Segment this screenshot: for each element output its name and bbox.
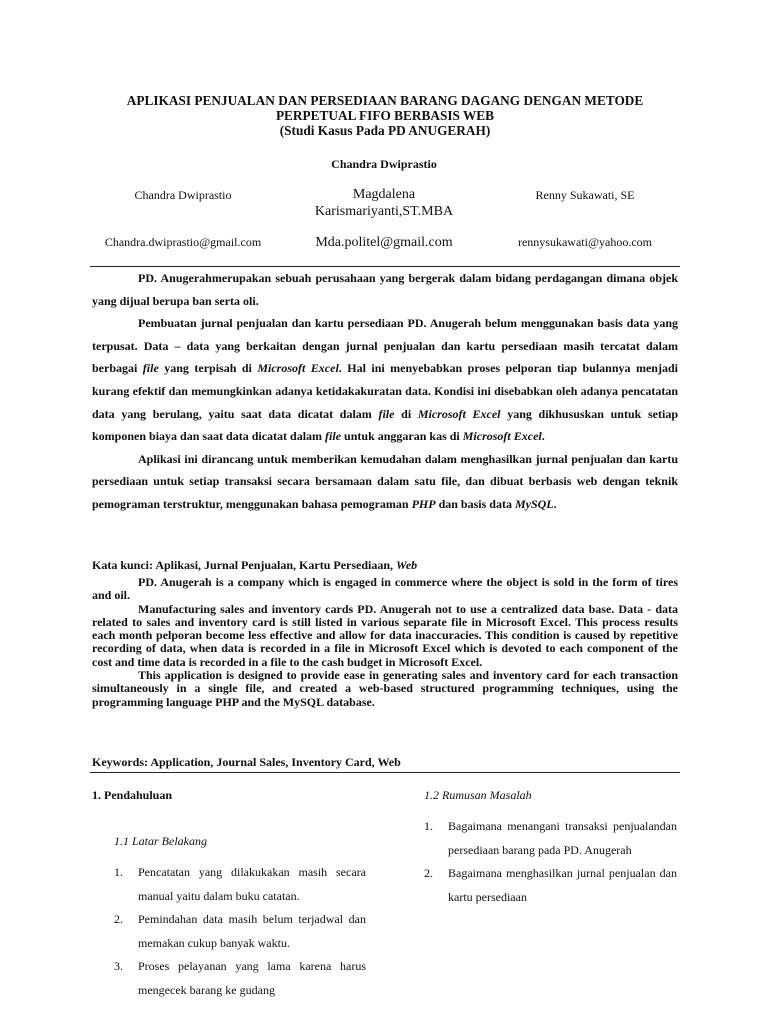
author-1-name: Chandra Dwiprastio <box>134 188 232 202</box>
italic-file: file <box>142 361 159 376</box>
author-3-name: Renny Sukawati, SE <box>535 188 635 202</box>
list-item <box>114 908 366 955</box>
latar-belakang-list <box>114 861 366 1002</box>
keywords-id-label: Kata kunci: Aplikasi, Jurnal Penjualan, Kartu Persediaan, <box>92 558 397 572</box>
abstract-id-p1: PD. Anugerahmerupakan sebuah perusahaan yang bergerak dalam bidang perdagangan dimana objek yang dijual berupa ban serta oli. <box>92 271 678 308</box>
list-number: 2. <box>114 912 123 926</box>
author-2-name-line2: Karismariyanti,ST.MBA <box>314 204 454 219</box>
abstract-indonesian <box>92 267 678 516</box>
author-2-name-line1: Magdalena <box>352 187 416 202</box>
abstract-id-p3-text: Aplikasi ini dirancang untuk memberikan kemudahan dalam menghasilkan jurnal penjualan dan kartu persediaan untuk setiap transaksi secara bersamaan dalam satu file, dan dibuat berbasis web dengan teknik pemograman terstruktur, menggunakan bahasa pemograman <box>92 451 678 511</box>
abstract-id-p2 <box>92 312 678 448</box>
abstract-id-p3 <box>92 448 678 516</box>
abstract-id-p2-text: . <box>541 429 545 444</box>
abstract-id-p3-text: . <box>553 496 557 511</box>
abstract-english <box>92 576 678 709</box>
subsection-rumusan-masalah: 1.2 Rumusan Masalah <box>424 788 532 802</box>
list-number: 1. <box>114 865 123 879</box>
paper-title <box>90 93 680 138</box>
author-2-email: Mda.politel@gmail.com <box>315 235 453 250</box>
section-heading-pendahuluan: 1. Pendahuluan <box>92 788 173 802</box>
list-text: Pencatatan yang dilakukakan masih secara manual yaitu dalam buku catatan. <box>138 865 366 903</box>
abstract-id-p2-text: . Hal ini menyebabkan proses pelporan tiap bulannya menjadi kurang efektif dan memungkinkan adanya ketidakakuratan data. Kondisi ini disebabkan oleh adanya pencatatan data yang berulang, yaitu saat data dicatat dalam <box>92 361 678 421</box>
list-text: Pemindahan data masih belum terjadwal dan memakan cukup banyak waktu. <box>138 912 366 950</box>
title-line-2: PERPETUAL FIFO BERBASIS WEB <box>275 108 495 123</box>
abstract-en-p2: Manufacturing sales and inventory cards PD. Anugerah not to use a centralized data base. Data - data related to sales and inventory card is still listed in various separate file in Microsoft Excel. This process results each month pelporan become less effective and allow for data inaccuracies. This condition is caused by repetitive recording of data, when data is recorded in a file in Microsoft Excel which is devoted to each component of the cost and time data is recorded in a file to the cash budget in Microsoft Excel. <box>92 601 678 669</box>
author-2-name <box>284 186 484 220</box>
keywords-indonesian <box>92 558 678 573</box>
title-line-1: APLIKASI PENJUALAN DAN PERSEDIAAN BARANG DAGANG DENGAN METODE <box>126 93 644 108</box>
author-1-email: Chandra.dwiprastio@gmail.com <box>104 235 262 249</box>
keywords-id-web: Web <box>396 558 418 572</box>
list-number: 3. <box>114 959 123 973</box>
abstract-en-p1: PD. Anugerah is a company which is engaged in commerce where the object is sold in the form of tires and oil. <box>92 575 678 603</box>
abstract-id-p2-text: di <box>394 406 418 421</box>
abstract-id-p2-text: yang terpisah di <box>158 361 258 376</box>
abstract-en-p3: This application is designed to provide ease in generating sales and inventory card for each transaction simultaneously in a single file, and created a web-based structured programming techniques, using the programming language PHP and the MySQL database. <box>92 668 678 709</box>
abstract-id-p2-text: untuk anggaran kas di <box>341 429 463 444</box>
title-line-3: (Studi Kasus Pada PD ANUGERAH) <box>279 123 491 138</box>
italic-excel: Microsoft Excel <box>417 406 501 421</box>
italic-excel: Microsoft Excel <box>257 361 339 376</box>
list-text: Proses pelayanan yang lama karena harus mengecek barang ke gudang <box>138 959 366 997</box>
list-item <box>424 815 677 862</box>
list-item <box>114 955 366 1002</box>
list-number: 1. <box>424 819 433 833</box>
italic-file: file <box>378 406 395 421</box>
keywords-english: Keywords: Application, Journal Sales, Inventory Card, Web <box>92 755 401 769</box>
italic-file: file <box>325 429 342 444</box>
rumusan-masalah-list <box>424 815 677 909</box>
bottom-divider <box>90 772 680 773</box>
subsection-latar-belakang: 1.1 Latar Belakang <box>114 834 207 848</box>
abstract-id-p2-text: yang dikhususkan untuk setiap komponen biaya dan saat data dicatat dalam <box>92 406 678 444</box>
list-item <box>424 862 677 909</box>
abstract-id-p3-text: dan basis data <box>435 496 515 511</box>
author-3-email: rennysukawati@yahoo.com <box>517 235 652 249</box>
italic-mysql: MySQL <box>514 496 554 511</box>
list-text: Bagaimana menangani transaksi penjualandan persediaan barang pada PD. Anugerah <box>448 819 677 857</box>
list-number: 2. <box>424 866 433 880</box>
list-text: Bagaimana menghasilkan jurnal penjualan dan kartu persediaan <box>448 866 677 904</box>
abstract-id-p2-text: Pembuatan jurnal penjualan dan kartu persediaan PD. Anugerah belum menggunakan basis data yang terpusat. Data – data yang berkaitan dengan jurnal penjualan dan kartu persediaan masih tercatat dalam berbagai <box>92 316 678 376</box>
main-author: Chandra Dwiprastio <box>331 157 437 171</box>
italic-excel: Microsoft Excel <box>462 429 542 444</box>
italic-php: PHP <box>411 496 436 511</box>
list-item <box>114 861 366 908</box>
